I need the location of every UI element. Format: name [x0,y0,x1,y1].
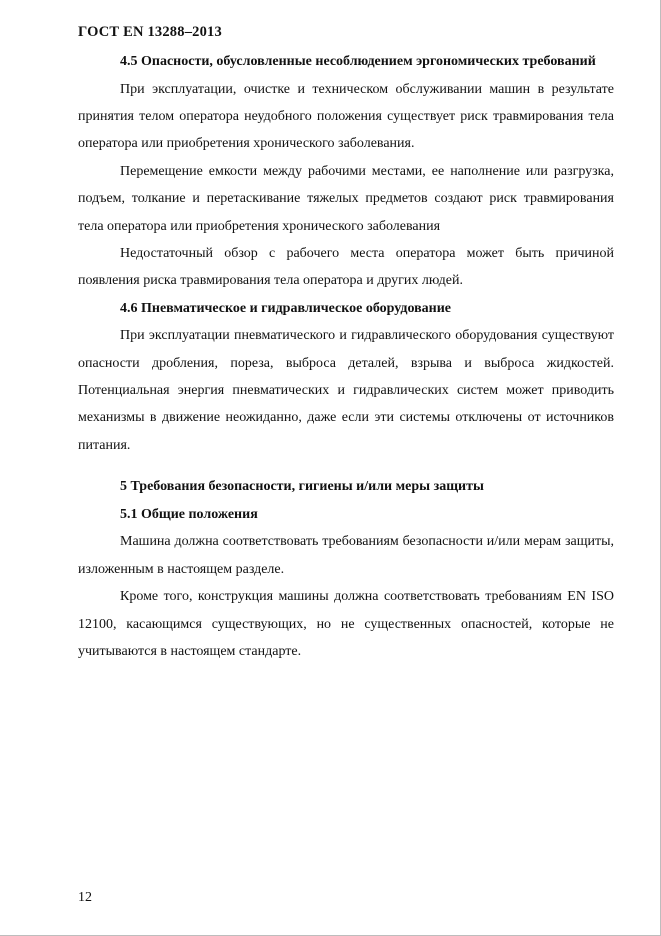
section-5-1-heading: 5.1 Общие положения [120,506,258,522]
section-4-5-paragraph-2: Перемещение емкости между рабочими местами, ее наполнение или разгрузка, подъем, толкание и перетаскивание тяжелых предметов создают риск травмирования тела оператора или приобретения хронического заболевания [78,163,614,234]
section-4-5-heading: 4.5 Опасности, обусловленные несоблюдением эргономических требований [120,54,596,69]
section-4-6-paragraph-1: При эксплуатации пневматического и гидравлического оборудования существуют опасности дробления, пореза, выброса деталей, взрыва и выброса жидкостей. Потенциальная энергия пневматических и гидравлических систем может приводить механизмы в движение неожиданно, даже если эти системы отключены от источников питания. [78,328,614,453]
section-5-1-paragraph-2: Кроме того, конструкция машины должна соответствовать требованиям EN ISO 12100, касающимся существующих, но не существенных опасностей, которые не учитываются в настоящем стандарте. [78,589,614,659]
section-5-heading: 5 Требования безопасности, гигиены и/или меры защиты [120,479,484,495]
standard-designation: ГОСТ EN 13288–2013 [78,24,222,40]
section-4-5-paragraph-1: При эксплуатации, очистке и техническом обслуживании машин в результате принятия телом оператора неудобного положения существует риск травмирования тела оператора или приобретения хронического заболевания. [78,81,614,152]
section-4-6-heading: 4.6 Пневматическое и гидравлическое оборудование [120,300,452,316]
document-body [78,48,614,665]
section-5-1-paragraph-1: Машина должна соответствовать требованиям безопасности и/или мерам защиты, изложенным в настоящем разделе. [78,534,614,577]
section-4-5-paragraph-3: Недостаточный обзор с рабочего места оператора может быть причиной появления риска травмирования тела оператора и других людей. [78,245,614,289]
section-spacer [78,459,614,473]
page-number: 12 [78,890,92,905]
